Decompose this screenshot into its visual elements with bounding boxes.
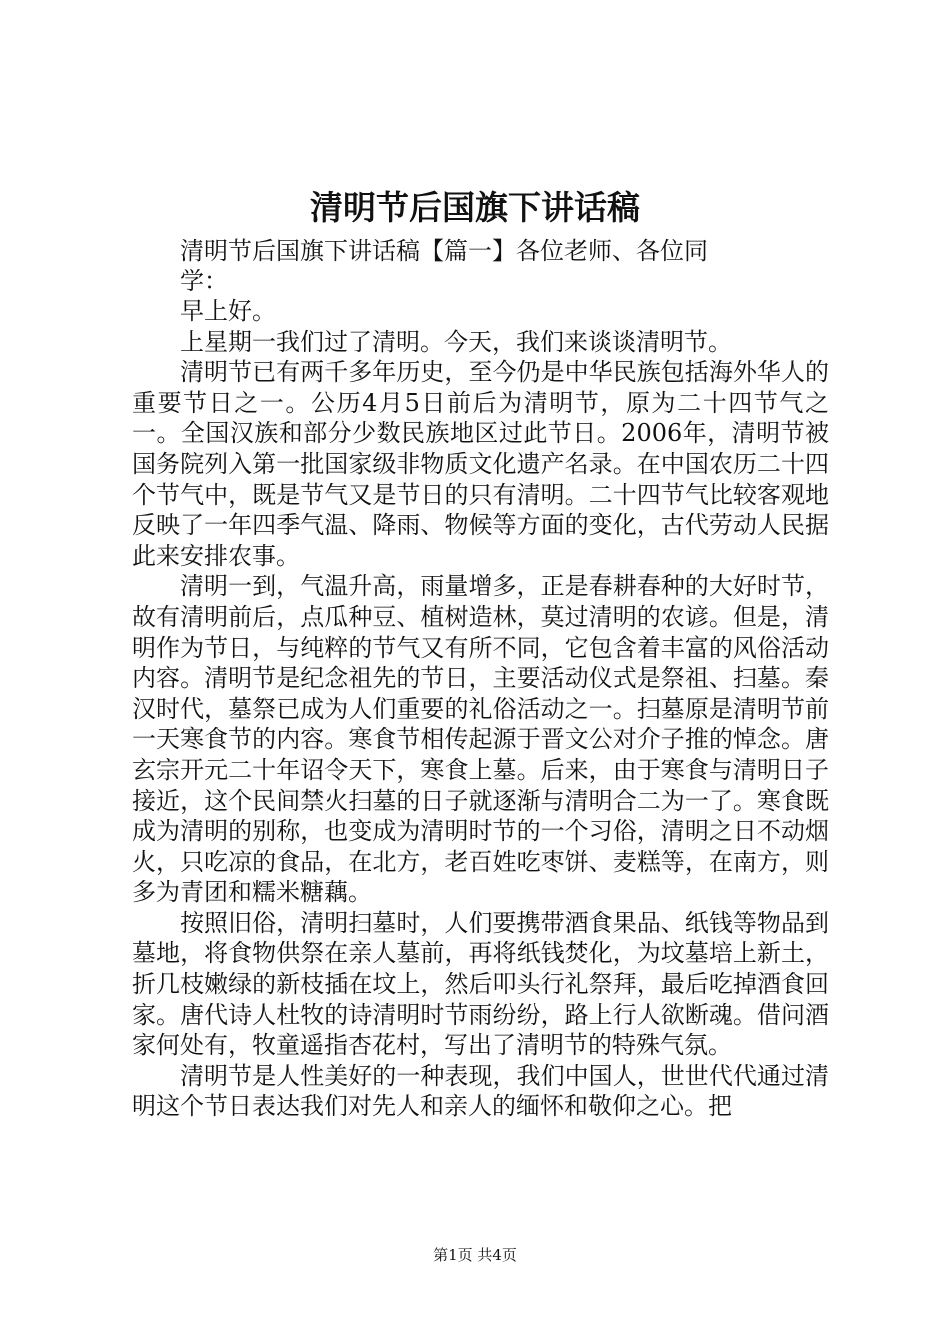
paragraph: 清明一到，气温升高，雨量增多，正是春耕春种的大好时节，故有清明前后，点瓜种豆、植树造林，莫过清明的农谚。但是，清明作为节日，与纯粹的节气又有所不同，它包含着丰富的风俗活动内容。清明节是纪念祖先的节日，主要活动仪式是祭祖、扫墓。秦汉时代，墓祭已成为人们重要的礼俗活动之一。扫墓原是清明节前一天寒食节的内容。寒食节相传起源于晋文公对介子推的悼念。唐玄宗开元二十年诏令天下，寒食上墓。后来，由于寒食与清明日子接近，这个民间禁火扫墓的日子就逐渐与清明合二为一了。寒食既成为清明的别称，也变成为清明时节的一个习俗，清明之日不动烟火，只吃凉的食品，在北方，老百姓吃枣饼、麦糕等，在南方，则多为青团和糯米糖藕。: [132, 572, 829, 907]
paragraph: 按照旧俗，清明扫墓时，人们要携带酒食果品、纸钱等物品到墓地，将食物供祭在亲人墓前，再将纸钱焚化，为坟墓培上新土，折几枝嫩绿的新枝插在坟上，然后叩头行礼祭拜，最后吃掉酒食回家。唐代诗人杜牧的诗清明时节雨纷纷，路上行人欲断魂。借问酒家何处有，牧童遥指杏花村，写出了清明节的特殊气氛。: [132, 908, 829, 1060]
paragraph: 清明节已有两千多年历史，至今仍是中华民族包括海外华人的重要节日之一。公历4月5日前后为清明节，原为二十四节气之一。全国汉族和部分少数民族地区过此节日。2006年，清明节被国务院列入第一批国家级非物质文化遗产名录。在中国农历二十四个节气中，既是节气又是节日的只有清明。二十四节气比较客观地反映了一年四季气温、降雨、物候等方面的变化，古代劳动人民据此来安排农事。: [132, 358, 829, 570]
paragraph: 早上好。: [180, 297, 276, 325]
document-title: 清明节后国旗下讲话稿: [310, 188, 640, 227]
paragraph: 上星期一我们过了清明。今天，我们来谈谈清明节。: [180, 327, 732, 356]
intro-line: 清明节后国旗下讲话稿【篇一】各位老师、各位同学：: [180, 237, 708, 295]
page-number-footer: 第1页 共4页: [433, 1246, 517, 1264]
document-body: [132, 296, 829, 1122]
paragraph: 清明节是人性美好的一种表现，我们中国人，世世代代通过清明这个节日表达我们对先人和亲人的缅怀和敬仰之心。把: [132, 1061, 829, 1121]
